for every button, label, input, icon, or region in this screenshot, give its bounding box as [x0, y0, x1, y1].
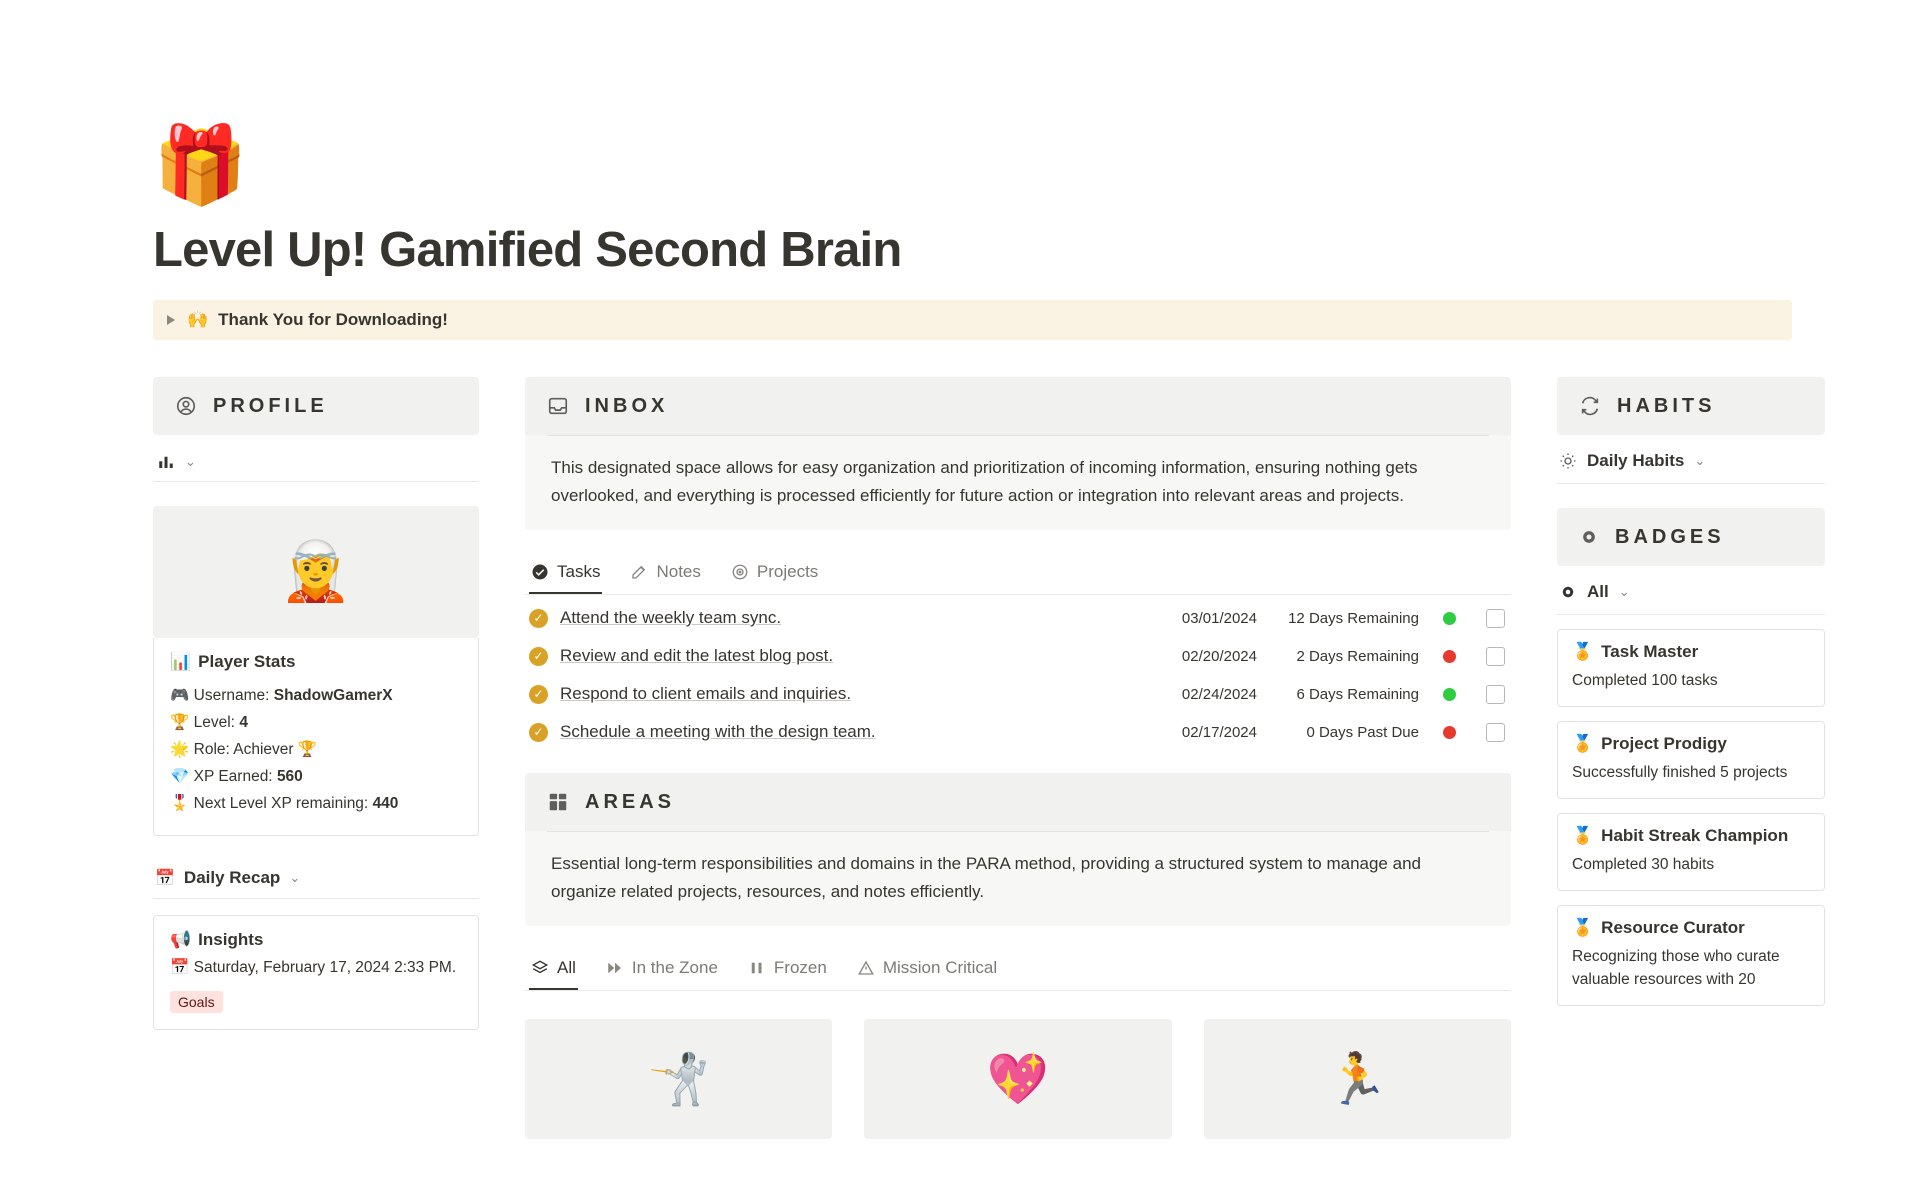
task-checkbox[interactable] [1486, 647, 1505, 666]
medal-icon: 🏅 [1572, 918, 1594, 937]
inbox-icon [547, 395, 569, 417]
badge-description: Completed 30 habits [1572, 856, 1715, 873]
inbox-section-title: INBOX [585, 394, 669, 417]
fast-forward-icon [606, 959, 624, 977]
status-dot [1443, 612, 1456, 625]
tab-tasks[interactable] [529, 552, 602, 594]
refresh-icon [1579, 395, 1601, 417]
layers-icon [531, 959, 549, 977]
badge-title-row [1572, 918, 1810, 938]
chart-icon: 📊 [170, 652, 192, 671]
toggle-triangle-icon[interactable] [167, 315, 175, 325]
list-item[interactable]: 💖 [864, 1019, 1171, 1139]
megaphone-icon: 📢 [170, 930, 192, 949]
badges-section-title: BADGES [1615, 525, 1725, 548]
list-item[interactable]: 🤺 [525, 1019, 832, 1139]
table-row[interactable] [525, 637, 1511, 675]
task-status-icon: ✓ [529, 723, 548, 742]
insights-title [170, 930, 462, 950]
calendar-icon: 📅 [155, 870, 175, 887]
right-column [1557, 377, 1825, 1139]
username-label: Username: [193, 687, 270, 704]
badge-icon [1579, 527, 1599, 547]
tab-notes[interactable] [628, 552, 702, 594]
chevron-down-icon[interactable]: ⌄ [289, 870, 301, 885]
badge-title: Project Prodigy [1601, 734, 1727, 753]
daily-recap-label: Daily Recap [183, 868, 281, 887]
player-stats-card [153, 638, 479, 836]
role-emoji-icon: 🌟 [170, 741, 190, 758]
profile-section-header [153, 377, 479, 435]
task-status-icon: ✓ [529, 609, 548, 628]
check-circle-icon [531, 563, 549, 581]
three-column-layout [153, 377, 1794, 1139]
profile-icon [175, 395, 197, 417]
list-item[interactable] [1557, 905, 1825, 1006]
daily-recap-view-toolbar[interactable] [153, 852, 479, 899]
level-label: Level: [193, 714, 235, 731]
task-date: 02/24/2024 [1181, 685, 1257, 703]
note-icon [630, 563, 648, 581]
badges-view-toolbar[interactable] [1557, 566, 1825, 615]
tab-mission-critical[interactable] [855, 948, 999, 990]
xp-label: XP Earned: [193, 768, 273, 785]
spacer [1557, 484, 1825, 508]
medal-icon: 🏅 [1572, 734, 1594, 753]
tab-projects-label: Projects [756, 562, 819, 581]
pause-icon [748, 959, 766, 977]
areas-description: Essential long-term responsibilities and domains in the PARA method, providing a structured system to manage and organize related projects, resources, and notes efficiently. [551, 854, 1421, 901]
avatar: 🧝 [153, 506, 479, 638]
task-list [525, 599, 1511, 751]
list-item[interactable]: 🏃 [1204, 1019, 1511, 1139]
sun-icon [1559, 452, 1577, 470]
tab-mission-critical-label: Mission Critical [882, 958, 998, 977]
task-name[interactable]: Attend the weekly team sync. [560, 608, 782, 627]
stat-level [170, 709, 462, 736]
inbox-panel [525, 377, 1511, 530]
task-checkbox[interactable] [1486, 609, 1505, 628]
table-row[interactable] [525, 713, 1511, 751]
tab-all-areas-label: All [557, 958, 576, 977]
insights-card[interactable] [153, 915, 479, 1030]
areas-panel [525, 773, 1511, 926]
tab-projects[interactable] [729, 552, 820, 594]
list-item[interactable] [1557, 721, 1825, 799]
player-stats-title [170, 652, 462, 672]
insights-label: Insights [198, 930, 264, 949]
next-level-value: 440 [372, 795, 399, 812]
badge-title-row [1572, 642, 1810, 662]
habits-view-label: Daily Habits [1587, 451, 1685, 470]
areas-section-header [525, 773, 1511, 831]
stat-username [170, 682, 462, 709]
status-dot [1443, 726, 1456, 739]
habits-section-title: HABITS [1617, 394, 1716, 417]
table-row[interactable] [525, 599, 1511, 637]
page-icon[interactable]: 🎁 [153, 123, 248, 208]
stat-xp-earned [170, 763, 462, 790]
chevron-down-icon[interactable]: ⌄ [1694, 453, 1706, 468]
status-badge: Goals [170, 991, 223, 1013]
profile-database-toolbar[interactable] [153, 435, 479, 482]
next-level-label: Next Level XP remaining: [193, 795, 369, 812]
task-date: 03/01/2024 [1181, 609, 1257, 627]
calendar-icon: 📅 [170, 959, 190, 976]
status-dot [1443, 650, 1456, 663]
badge-description: Recognizing those who curate valuable resources with 20 [1572, 948, 1780, 988]
task-date: 02/17/2024 [1181, 723, 1257, 741]
badge-title-row [1572, 734, 1810, 754]
profile-column [153, 377, 479, 1139]
areas-gallery [525, 1019, 1511, 1139]
tab-in-the-zone-label: In the Zone [631, 958, 718, 977]
username-value: ShadowGamerX [273, 687, 393, 704]
task-remaining: 12 Days Remaining [1288, 609, 1419, 627]
page-title: Level Up! Gamified Second Brain [153, 223, 902, 277]
profile-section-title: PROFILE [213, 394, 328, 417]
role-label: Role: Achiever 🏆 [193, 741, 318, 758]
xp-emoji-icon: 💎 [170, 768, 190, 785]
task-remaining: 0 Days Past Due [1306, 723, 1419, 741]
task-status-icon: ✓ [529, 685, 548, 704]
list-item[interactable] [1557, 813, 1825, 891]
badge-description: Completed 100 tasks [1572, 672, 1718, 689]
tab-notes-label: Notes [656, 562, 701, 581]
status-dot [1443, 688, 1456, 701]
task-remaining: 6 Days Remaining [1296, 685, 1419, 703]
task-remaining: 2 Days Remaining [1296, 647, 1419, 665]
level-emoji-icon: 🏆 [170, 714, 190, 731]
next-level-emoji-icon: 🎖️ [170, 795, 190, 812]
tab-frozen[interactable] [746, 948, 829, 990]
warning-icon [857, 959, 875, 977]
task-checkbox[interactable] [1486, 723, 1505, 742]
insights-date-text: Saturday, February 17, 2024 2:33 PM. [193, 959, 457, 976]
callout-emoji-icon: 🙌 [187, 310, 209, 329]
inbox-description: This designated space allows for easy organization and prioritization of incoming information, ensuring nothing gets overlooked, and everything is processed efficiently for future action or integration into relevant areas and projects. [551, 458, 1418, 505]
level-value: 4 [239, 714, 248, 731]
task-name[interactable]: Schedule a meeting with the design team. [560, 722, 876, 741]
xp-value: 560 [276, 768, 303, 785]
badge-title: Habit Streak Champion [1601, 826, 1789, 845]
insights-date [170, 958, 462, 977]
chart-view-icon[interactable] [157, 453, 175, 471]
table-row[interactable] [525, 675, 1511, 713]
stat-next-level-xp [170, 790, 462, 817]
main-column [525, 377, 1511, 1139]
callout-text: Thank You for Downloading! [218, 310, 448, 329]
target-icon [731, 563, 749, 581]
badge-title-row [1572, 826, 1810, 846]
username-emoji-icon: 🎮 [170, 687, 190, 704]
task-status-icon: ✓ [529, 647, 548, 666]
chevron-down-icon[interactable]: ⌄ [185, 454, 196, 469]
badges-section-header [1557, 508, 1825, 566]
task-checkbox[interactable] [1486, 685, 1505, 704]
chevron-down-icon[interactable]: ⌄ [1618, 584, 1630, 599]
tab-frozen-label: Frozen [773, 958, 827, 977]
inbox-section-header [525, 377, 1511, 435]
medal-icon: 🏅 [1572, 826, 1594, 845]
badge-title: Resource Curator [1601, 918, 1745, 937]
habits-section-header [1557, 377, 1825, 435]
medal-icon: 🏅 [1572, 642, 1594, 661]
page-cover-spacer [0, 0, 1920, 128]
thank-you-callout[interactable] [153, 300, 1792, 340]
badge-title: Task Master [1601, 642, 1699, 661]
areas-section-title: AREAS [585, 790, 676, 813]
list-item[interactable] [1557, 629, 1825, 707]
badge-description: Successfully finished 5 projects [1572, 764, 1788, 781]
inbox-tabs[interactable] [525, 552, 1511, 595]
tab-in-the-zone[interactable] [604, 948, 720, 990]
badges-view-label: All [1587, 582, 1609, 601]
badge-icon [1559, 583, 1577, 601]
player-stats-label: Player Stats [198, 652, 296, 671]
habits-view-toolbar[interactable] [1557, 435, 1825, 484]
tab-all-areas[interactable] [529, 948, 578, 990]
task-name[interactable]: Respond to client emails and inquiries. [560, 684, 852, 703]
stat-role [170, 736, 462, 763]
areas-tabs[interactable] [525, 948, 1511, 991]
task-date: 02/20/2024 [1181, 647, 1257, 665]
task-name[interactable]: Review and edit the latest blog post. [560, 646, 834, 665]
grid-icon [547, 791, 569, 813]
tab-tasks-label: Tasks [557, 562, 601, 581]
